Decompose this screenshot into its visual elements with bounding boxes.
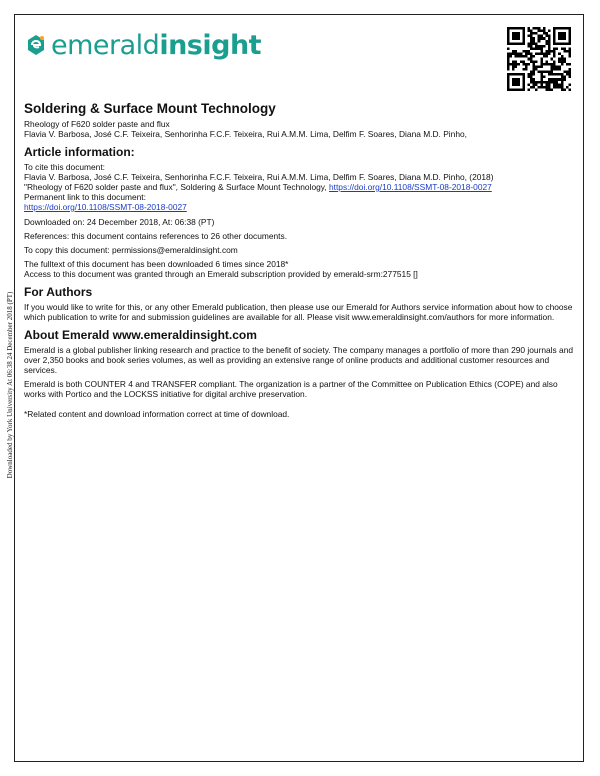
references-note: References: this document contains references to 26 other documents. (24, 231, 288, 241)
downloaded-on: Downloaded on: 24 December 2018, At: 06:38 (PT) (24, 217, 215, 227)
for-authors-heading: For Authors (24, 285, 93, 299)
article-title: Rheology of F620 solder paste and flux (24, 119, 170, 129)
logo-text: emeraldinsight (51, 29, 262, 61)
author-list: Flavia V. Barbosa, José C.F. Teixeira, Senhorinha F.C.F. Teixeira, Rui A.M.M. Lima, Delfim F. Soares, Diana M.D. Pinho, (24, 129, 467, 139)
emerald-logo-icon (25, 33, 47, 57)
copy-note: To copy this document: permissions@emeraldinsight.com (24, 245, 238, 255)
journal-title: Soldering & Surface Mount Technology (24, 101, 276, 116)
access-note: Access to this document was granted through an Emerald subscription provided by emerald-srm:277515 [] (24, 269, 418, 279)
permanent-link-label: Permanent link to this document: (24, 192, 146, 202)
emerald-logo[interactable] (25, 29, 261, 61)
about-paragraph-2: Emerald is both COUNTER 4 and TRANSFER compliant. The organization is a partner of the Committee on Publication Ethics (COPE) and also works with Portico and the LOCKSS initiative for digital archive preservation. (24, 379, 558, 399)
about-paragraph-1: Emerald is a global publisher linking research and practice to the benefit of society. The company manages a portfolio of more than 290 journals and over 2,350 books and book series volumes, as well as providing an extensive range of online products and additional customer resources and services. (24, 345, 574, 375)
about-heading: About Emerald www.emeraldinsight.com (24, 328, 257, 342)
cite-line-2: "Rheology of F620 solder paste and flux", Soldering & Surface Mount Technology, https://doi.org/10.1108/SSMT-08-2018-0027 (24, 182, 492, 192)
cite-line-1: Flavia V. Barbosa, José C.F. Teixeira, Senhorinha F.C.F. Teixeira, Rui A.M.M. Lima, Delfim F. Soares, Diana M.D. Pinho, (2018) (24, 172, 494, 182)
document-page (14, 14, 584, 762)
related-content-note: *Related content and download information correct at time of download. (24, 409, 290, 419)
main-content (24, 101, 576, 419)
download-stamp: Downloaded by York University At 06:38 24 December 2018 (PT) (6, 291, 14, 479)
fulltext-note: The fulltext of this document has been downloaded 6 times since 2018* (24, 259, 289, 269)
cite-label: To cite this document: (24, 162, 105, 172)
permanent-doi-link[interactable]: https://doi.org/10.1108/SSMT-08-2018-0027 (24, 202, 187, 212)
article-info-heading: Article information: (24, 145, 135, 159)
qr-code (507, 27, 571, 91)
cite-doi-link[interactable]: https://doi.org/10.1108/SSMT-08-2018-0027 (329, 182, 492, 192)
for-authors-text: If you would like to write for this, or any other Emerald publication, then please use our Emerald for Authors service information about how to choose which publication to write for and submission guidelines are available for all. Please visit www.emeraldinsight.com/authors for more information. (24, 302, 573, 322)
